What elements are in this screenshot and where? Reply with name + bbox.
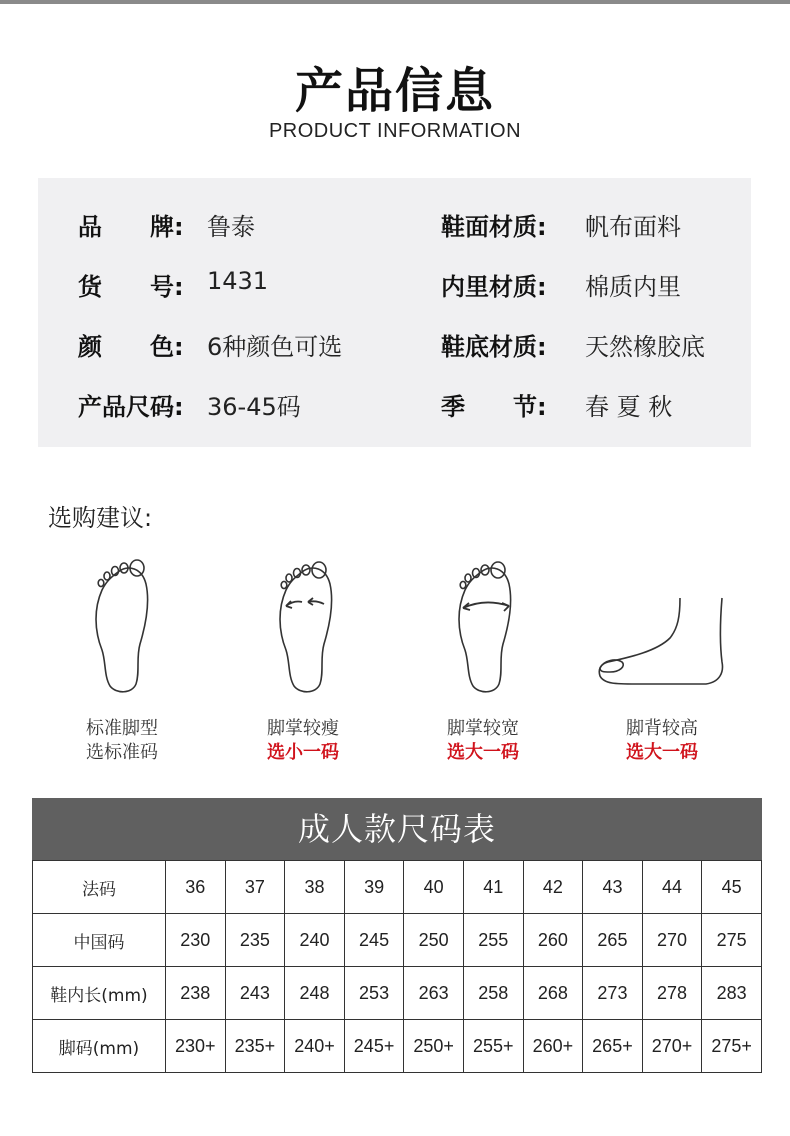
- info-value-color: 6种颜色可选: [207, 333, 343, 361]
- info-label-lining: 内里材质:: [441, 273, 547, 301]
- table-cell: 248: [285, 967, 345, 1020]
- table-cell: 258: [463, 967, 523, 1020]
- table-cell: 230+: [166, 1020, 226, 1073]
- foot-high-instep-caption: 脚背较高: [626, 718, 698, 739]
- info-value-season: 春 夏 秋: [585, 393, 673, 421]
- table-cell: 44: [642, 861, 702, 914]
- info-value-brand: 鲁泰: [207, 213, 255, 241]
- row-label-foot-length: 脚码(mm): [33, 1020, 166, 1073]
- advice-title: 选购建议:: [48, 504, 153, 532]
- row-label-china-size: 中国码: [33, 914, 166, 967]
- foot-wide-suggestion: 选大一码: [447, 742, 519, 763]
- table-cell: 263: [404, 967, 464, 1020]
- info-label-brand: 品 牌:: [78, 213, 184, 241]
- table-cell: 253: [344, 967, 404, 1020]
- table-cell: 255: [463, 914, 523, 967]
- row-label-insole-length: 鞋内长(mm): [33, 967, 166, 1020]
- table-cell: 43: [583, 861, 643, 914]
- table-cell: 235+: [225, 1020, 285, 1073]
- info-label-color: 颜 色:: [78, 333, 184, 361]
- table-cell: 240+: [285, 1020, 345, 1073]
- foot-standard-icon: [88, 558, 158, 694]
- table-cell: 275: [702, 914, 762, 967]
- info-value-size: 36-45码: [207, 393, 301, 421]
- size-chart-title: 成人款尺码表: [32, 798, 762, 861]
- table-cell: 238: [166, 967, 226, 1020]
- table-cell: 260+: [523, 1020, 583, 1073]
- table-cell: 235: [225, 914, 285, 967]
- foot-wide-icon: [451, 558, 521, 694]
- table-cell: 283: [702, 967, 762, 1020]
- table-cell: 243: [225, 967, 285, 1020]
- info-label-size: 产品尺码:: [78, 393, 184, 421]
- page-title: 产品信息: [294, 63, 495, 119]
- table-cell: 37: [225, 861, 285, 914]
- table-cell: 240: [285, 914, 345, 967]
- foot-high-instep-suggestion: 选大一码: [626, 742, 698, 763]
- table-row: [33, 861, 762, 914]
- table-cell: 255+: [463, 1020, 523, 1073]
- info-label-season: 季 节:: [441, 393, 547, 421]
- table-cell: 245: [344, 914, 404, 967]
- table-cell: 265: [583, 914, 643, 967]
- table-cell: 245+: [344, 1020, 404, 1073]
- info-label-upper: 鞋面材质:: [441, 213, 547, 241]
- row-label-eu-size: 法码: [33, 861, 166, 914]
- table-cell: 270+: [642, 1020, 702, 1073]
- info-label-sole: 鞋底材质:: [441, 333, 547, 361]
- info-label-item-number: 货 号:: [78, 273, 184, 301]
- table-cell: 36: [166, 861, 226, 914]
- table-cell: 270: [642, 914, 702, 967]
- table-cell: 250: [404, 914, 464, 967]
- table-cell: 273: [583, 967, 643, 1020]
- foot-standard-caption: 标准脚型: [86, 718, 158, 739]
- table-cell: 40: [404, 861, 464, 914]
- table-cell: 230: [166, 914, 226, 967]
- table-cell: 39: [344, 861, 404, 914]
- table-row: [33, 1020, 762, 1073]
- table-cell: 250+: [404, 1020, 464, 1073]
- table-cell: 278: [642, 967, 702, 1020]
- size-chart-table: [32, 860, 762, 1073]
- table-row: [33, 914, 762, 967]
- page-subtitle: PRODUCT INFORMATION: [268, 120, 522, 142]
- table-cell: 265+: [583, 1020, 643, 1073]
- table-cell: 260: [523, 914, 583, 967]
- foot-narrow-suggestion: 选小一码: [267, 742, 339, 763]
- foot-wide-caption: 脚掌较宽: [447, 718, 519, 739]
- foot-standard-suggestion: 选标准码: [86, 742, 158, 763]
- table-cell: 45: [702, 861, 762, 914]
- info-value-item-number: 1431: [207, 267, 269, 295]
- table-cell: 42: [523, 861, 583, 914]
- foot-high-instep-icon: [596, 596, 728, 688]
- table-cell: 268: [523, 967, 583, 1020]
- info-value-upper: 帆布面料: [585, 213, 681, 241]
- table-cell: 41: [463, 861, 523, 914]
- foot-narrow-icon: [272, 558, 342, 694]
- table-cell: 275+: [702, 1020, 762, 1073]
- table-row: [33, 967, 762, 1020]
- table-cell: 38: [285, 861, 345, 914]
- foot-narrow-caption: 脚掌较瘦: [267, 718, 339, 739]
- info-value-lining: 棉质内里: [585, 273, 681, 301]
- info-value-sole: 天然橡胶底: [585, 333, 705, 361]
- top-divider: [0, 0, 790, 4]
